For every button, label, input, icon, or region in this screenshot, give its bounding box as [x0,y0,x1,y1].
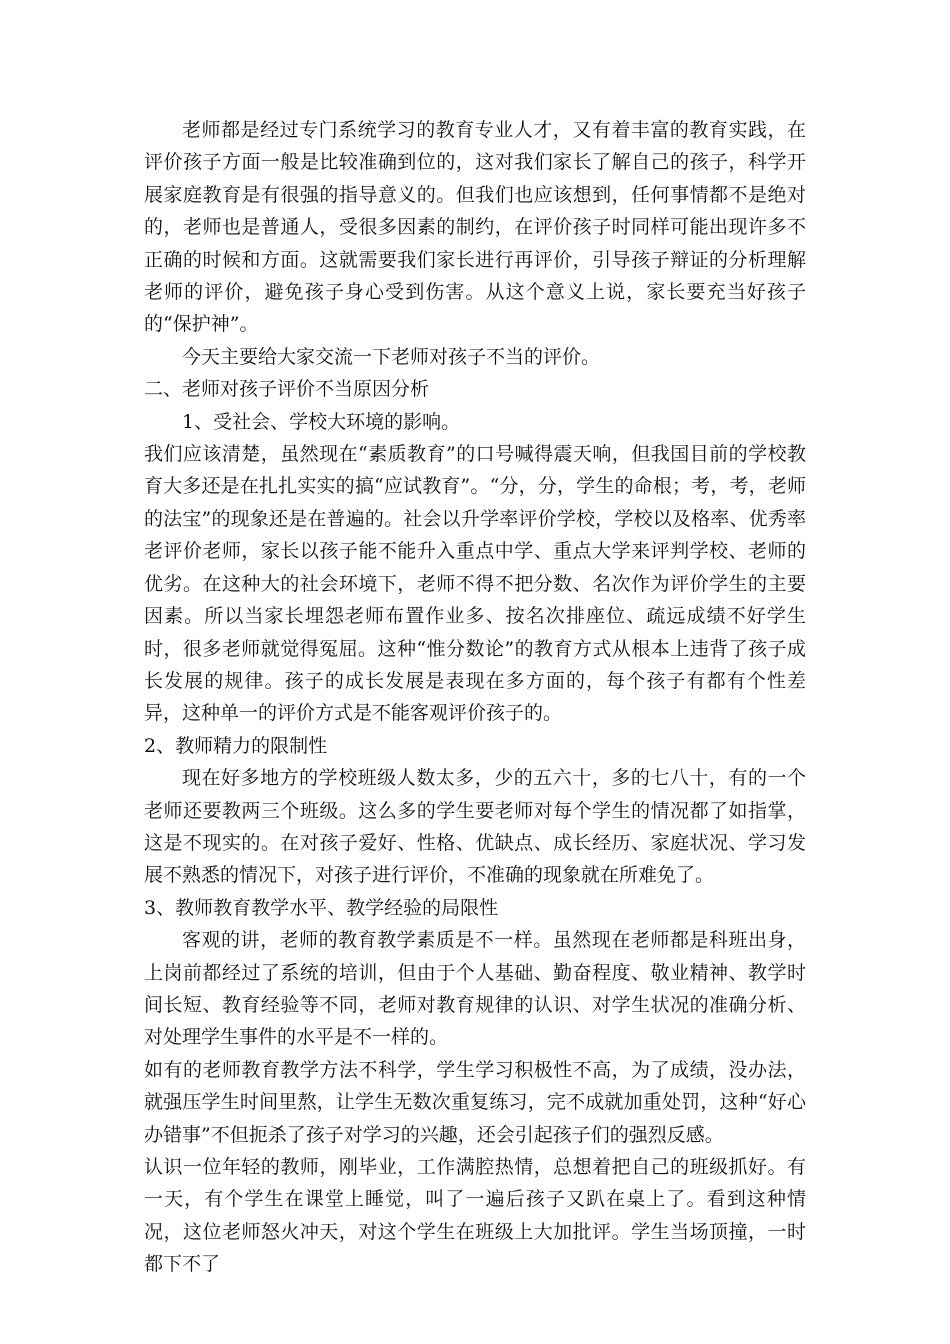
paragraph-intro: 老师都是经过专门系统学习的教育专业人才，又有着丰富的教育实践，在评价孩子方面一般是比较准确到位的，这对我们家长了解自己的孩子，科学开展家庭教育是有很强的指导意义的。但我们也应该想到，任何事情都不是绝对的，老师也是普通人，受很多因素的制约，在评价孩子时同样可能出现许多不正确的时候和方面。这就需要我们家长进行再评价，引导孩子辩证的分析理解老师的评价，避免孩子身心受到伤害。从这个意义上说，家长要充当好孩子的“保护神”。 [144,119,806,336]
paragraph-example: 认识一位年轻的教师，刚毕业，工作满腔热情，总想着把自己的班级抓好。有一天，有个学生在课堂上睡觉，叫了一遍后孩子又趴在桌上了。看到这种情况，这位老师怒火冲天，对这个学生在班级上大加批评。学生当场顶撞，一时都下不了 [144,1156,806,1276]
subheading-2: 2、教师精力的限制性 [144,734,328,757]
paragraph-methods: 如有的老师教育教学方法不科学，学生学习积极性不高，为了成绩，没办法，就强压学生时间里熬，让学生无数次重复练习，完不成就加重处罚，这种“好心办错事”不但扼杀了孩子对学习的兴趣，还会引起孩子们的强烈反感。 [144,1058,806,1146]
section-heading-2: 二、老师对孩子评价不当原因分析 [144,378,430,401]
paragraph-topic: 今天主要给大家交流一下老师对孩子不当的评价。 [182,345,601,368]
paragraph-energy: 现在好多地方的学校班级人数太多，少的五六十，多的七八十，有的一个老师还要教两三个班级。这么多的学生要老师对每个学生的情况都了如指掌，这是不现实的。在对孩子爱好、性格、优缺点、成长经历、家庭状况、学习发展不熟悉的情况下，对孩子进行评价，不准确的现象就在所难免了。 [144,767,806,887]
paragraph-environment: 我们应该清楚，虽然现在“素质教育”的口号喊得震天响，但我国目前的学校教育大多还是在扎扎实实的搞“应试教育”。“分，分，学生的命根；考，考，老师的法宝”的现象还是在普遍的。社会以升学率评价学校，学校以及格率、优秀率老评价老师，家长以孩子能不能升入重点中学、重点大学来评判学校、老师的优劣。在这种大的社会环境下，老师不得不把分数、名次作为评价学生的主要因素。所以当家长埋怨老师布置作业多、按名次排座位、疏远成绩不好学生时，很多老师就觉得冤屈。这种“惟分数论”的教育方式从根本上违背了孩子成长发展的规律。孩子的成长发展是表现在多方面的，每个孩子有都有个性差异，这种单一的评价方式是不能客观评价孩子的。 [144,443,806,725]
subheading-1: 1、受社会、学校大环境的影响。 [182,410,461,433]
subheading-3: 3、教师教育教学水平、教学经验的局限性 [144,896,499,919]
paragraph-quality: 客观的讲，老师的教育教学素质是不一样。虽然现在老师都是科班出身，上岗前都经过了系统的培训，但由于个人基础、勤奋程度、敬业精神、教学时间长短、教育经验等不同，老师对教育规律的认识、对学生状况的准确分析、对处理学生事件的水平是不一样的。 [144,929,806,1049]
